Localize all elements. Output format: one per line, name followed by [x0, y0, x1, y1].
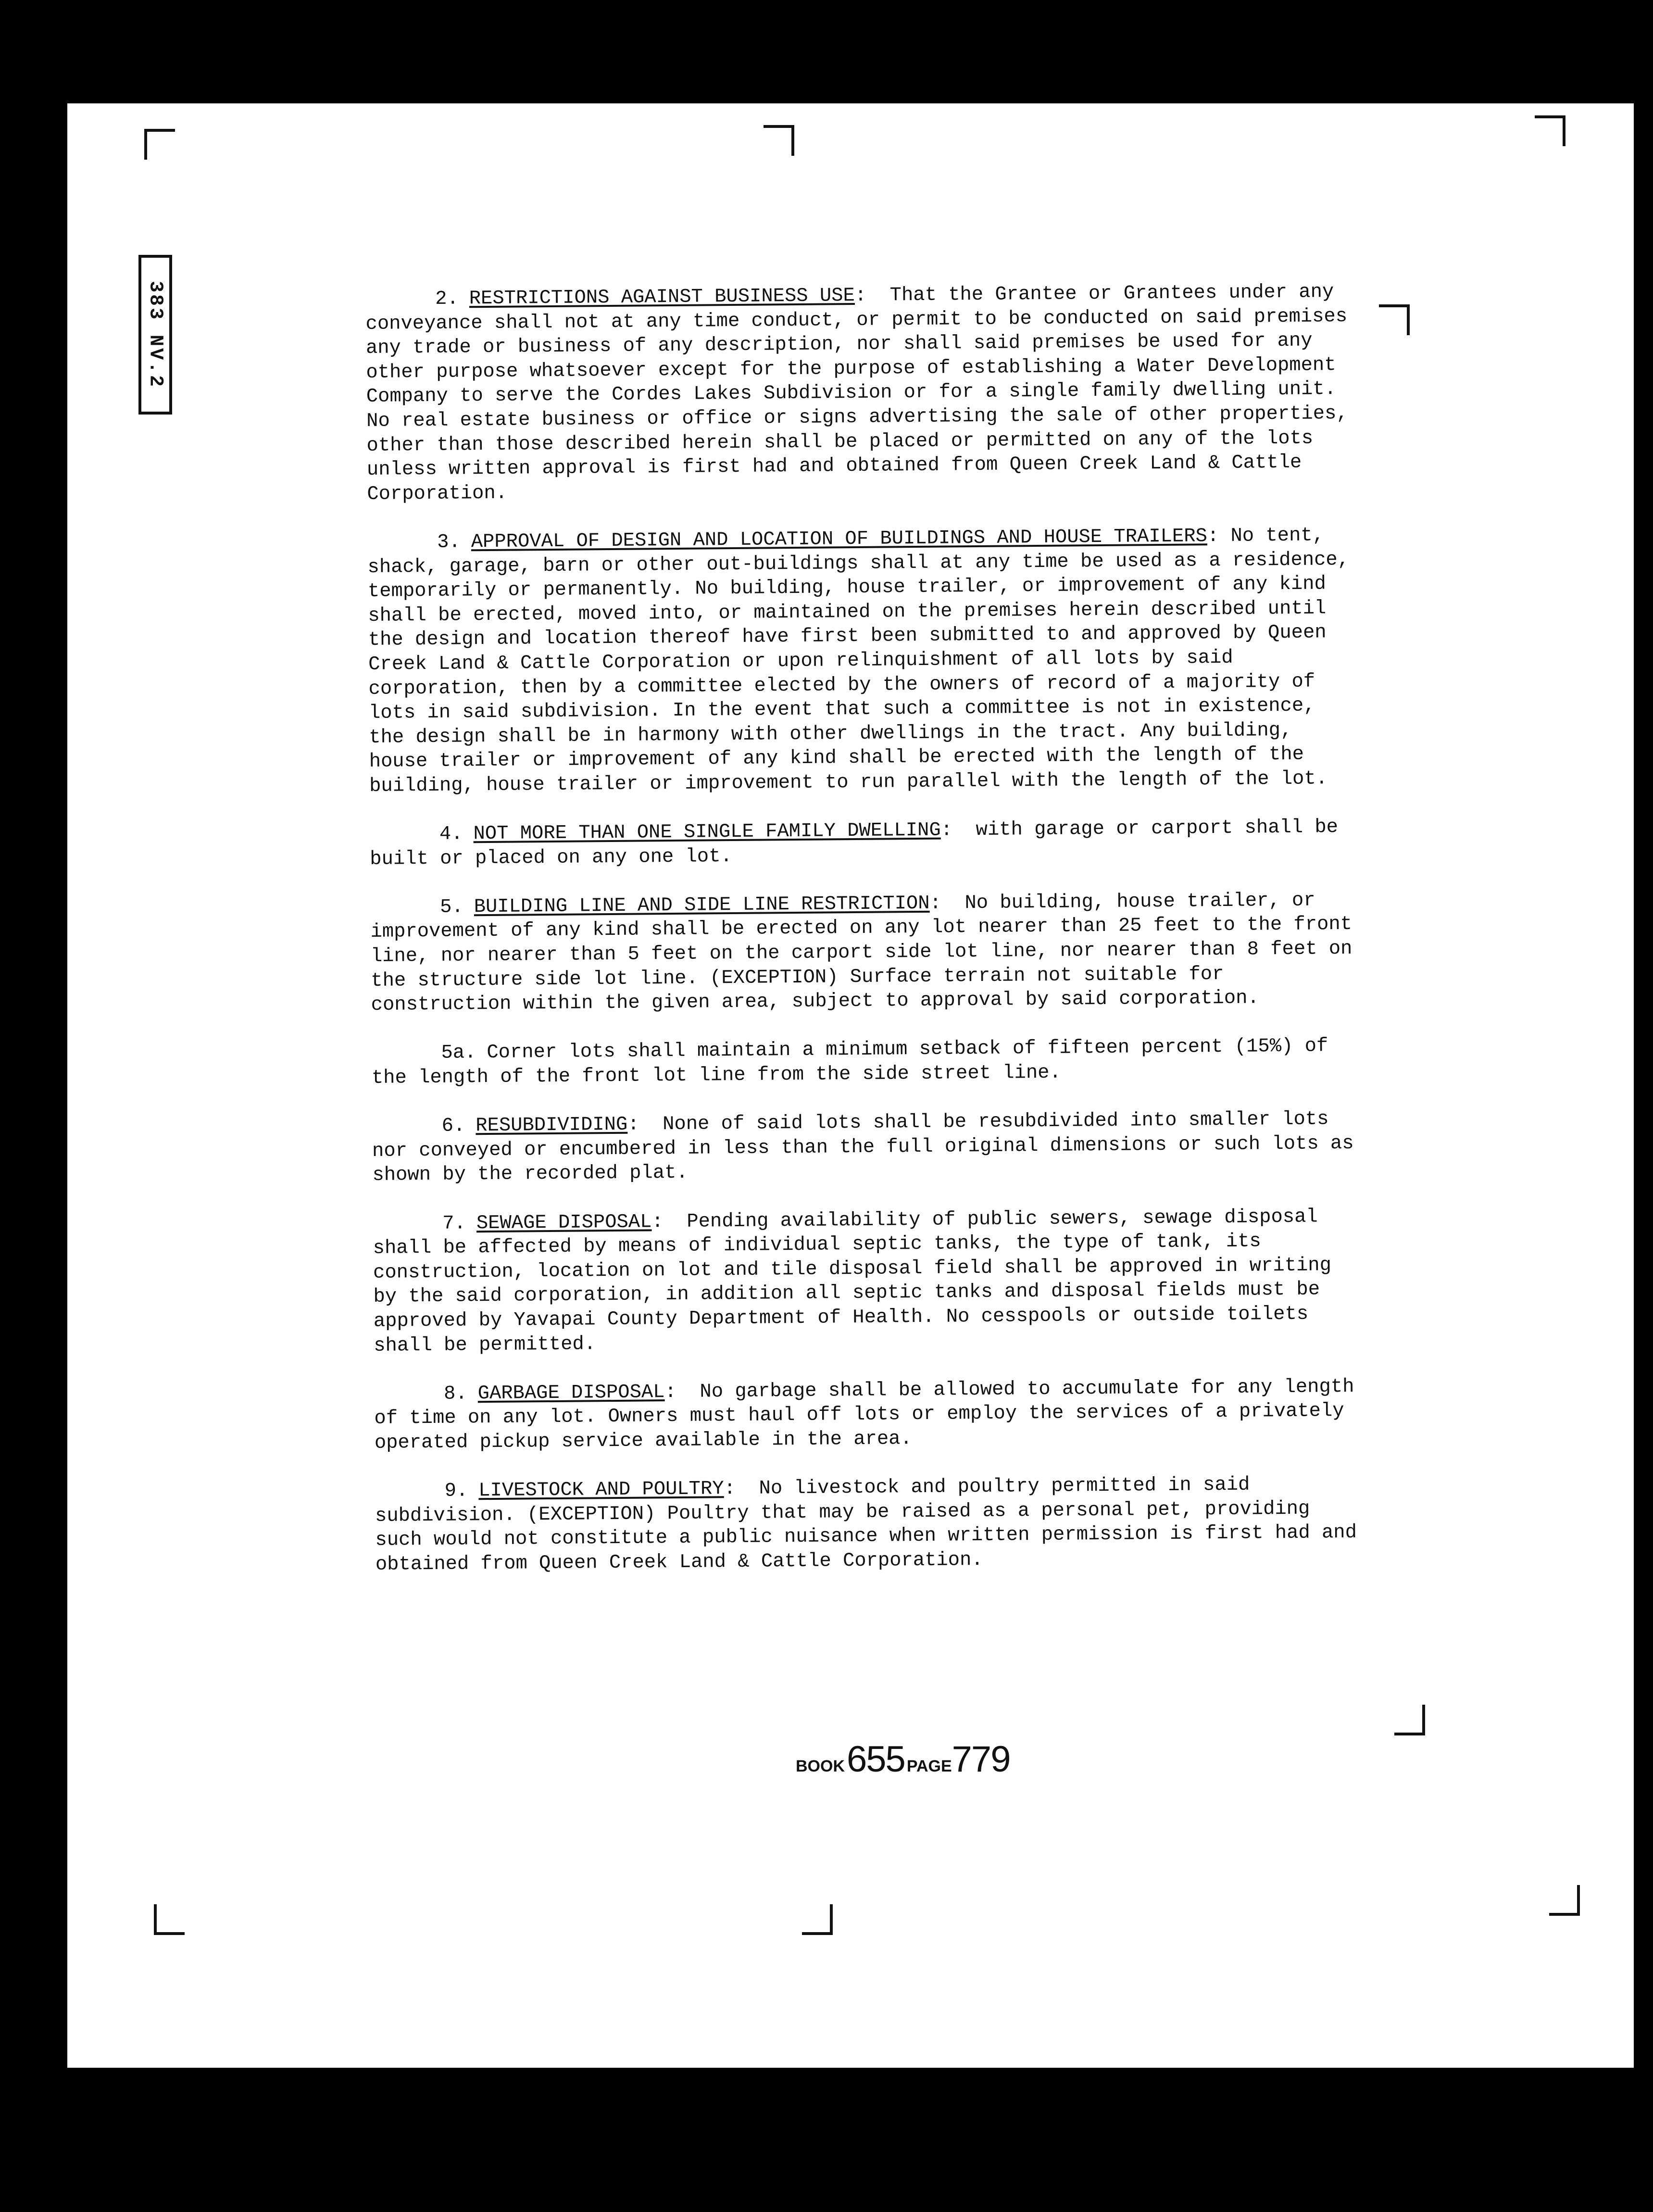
- paragraph-number: 7.: [442, 1212, 466, 1235]
- paragraph-9: 9. LIVESTOCK AND POULTRY: No livestock and poultry permitted in said subdivision. (EXCEPTION) Poultry that may be raised as a personal pet, providing such would not constitute a public nuisance when written permission is first had and obtained from Queen Creek Land & Cattle Corporation.: [375, 1473, 1357, 1576]
- paragraph-4: 4. NOT MORE THAN ONE SINGLE FAMILY DWELLING: with garage or carport shall be built or placed on any one lot.: [370, 816, 1339, 870]
- paragraph-body: Pending availability of public sewers, sewage disposal shall be affected by means of individual septic tanks, the type of tank, its construction, location on lot and tile disposal field shall be approved in writing by the said corporation, in addition all septic tanks and disposal fields must be approved by Yavapai County Department of Health. No cesspools or outside toilets shall be permitted.: [373, 1206, 1332, 1357]
- crop-mark-top-center: [764, 125, 794, 156]
- page-number: 779: [952, 1739, 1010, 1780]
- paragraph-heading: RESUBDIVIDING: [476, 1113, 628, 1137]
- paragraph-body: Corner lots shall maintain a minimum setback of fifteen percent (15%) of the length of the front lot line from the side street line.: [371, 1035, 1328, 1089]
- paragraph-body: No livestock and poultry permitted in said subdivision. (EXCEPTION) Poultry that may be raised as a personal pet, providing such would not constitute a public nuisance when written permission is first had and obtained from Queen Creek Land & Cattle Corporation.: [375, 1473, 1357, 1576]
- paragraph-body: No garbage shall be allowed to accumulate for any length of time on any lot. Owners must haul off lots or employ the services of a privately operated pickup service available in the area.: [374, 1375, 1354, 1454]
- paragraph-body: No tent, shack, garage, barn or other out-buildings shall at any time be used as a residence, temporarily or permanently. No building, house trailer, or improvement of any kind shall be erected, moved into, or maintained on the premises herein described until the design and location thereof have first been submitted to and approved by Queen Creek Land & Cattle Corporation or upon relinquishment of all lots by said corporation, then by a committee elected by the owners of record of a majority of lots in said subdivision. In the event that such a committee is not in existence, the design shall be in harmony with other dwellings in the tract. Any building, house trailer or improvement of any kind shall be erected with the length of the building, house trailer or improvement to run parallel with the length of the lot.: [367, 524, 1350, 797]
- paragraph-body: None of said lots shall be resubdivided into smaller lots nor conveyed or encumbered in less than the full original dimensions or such lots as shown by the recorded plat.: [372, 1108, 1354, 1187]
- crop-mark-top-left: [144, 129, 175, 160]
- paragraph-8: 8. GARBAGE DISPOSAL: No garbage shall be allowed to accumulate for any length of time on any lot. Owners must haul off lots or employ the services of a privately operated pickup service available in the area.: [374, 1375, 1354, 1454]
- stamp-text: 383 NV.2: [144, 280, 166, 389]
- paragraph-number: 5.: [439, 896, 463, 918]
- paragraph-number: 8.: [443, 1382, 467, 1405]
- paragraph-heading: APPROVAL OF DESIGN AND LOCATION OF BUILDINGS AND HOUSE TRAILERS: [471, 525, 1208, 553]
- paragraph-7: 7. SEWAGE DISPOSAL: Pending availability of public sewers, sewage disposal shall be affected by means of individual septic tanks, the type of tank, its construction, location on lot and tile disposal field shall be approved in writing by the said corporation, in addition all septic tanks and disposal fields must be approved by Yavapai County Department of Health. No cesspools or outside toilets shall be permitted.: [373, 1206, 1332, 1357]
- paragraph-number: 6.: [441, 1115, 465, 1137]
- paragraph-number: 3.: [437, 531, 461, 553]
- paragraph-heading: GARBAGE DISPOSAL: [477, 1381, 665, 1405]
- crop-mark-bottom-right: [1549, 1885, 1580, 1916]
- paragraph-body: with garage or carport shall be built or placed on any one lot.: [370, 816, 1339, 870]
- paragraph-2: 2. RESTRICTIONS AGAINST BUSINESS USE: That the Grantee or Grantees under any conveyance shall not at any time conduct, or permit to be conducted on said premises any trade or business of any description, nor shall said premises be used for any other purpose whatsoever except for the purpose of establishing a Water Development Company to serve the Cordes Lakes Subdivision or for a single family dwelling unit. No real estate business or office or signs advertising the sale of other properties, other than those described herein shall be placed or permitted on any of the lots unless written approval is first had and obtained from Queen Creek Land & Cattle Corporation.: [365, 281, 1348, 505]
- paragraph-number: 4.: [439, 823, 463, 845]
- paragraph-number: 9.: [444, 1480, 468, 1502]
- paragraph-number: 2.: [435, 288, 459, 310]
- paragraph-heading: BUILDING LINE AND SIDE LINE RESTRICTION: [474, 892, 930, 918]
- crop-mark-right-lower: [1394, 1705, 1425, 1735]
- book-number: 655: [847, 1739, 905, 1780]
- paragraph-heading: RESTRICTIONS AGAINST BUSINESS USE: [469, 285, 855, 310]
- book-label: BOOK: [796, 1757, 845, 1775]
- crop-mark-top-right: [1535, 115, 1565, 146]
- crop-mark-bottom-center: [802, 1904, 833, 1935]
- page-label: PAGE: [906, 1757, 952, 1775]
- deed-restrictions-text: [365, 280, 1366, 1577]
- recording-stamp: [138, 255, 172, 415]
- paragraph-heading: LIVESTOCK AND POULTRY: [478, 1478, 724, 1502]
- paragraph-heading: NOT MORE THAN ONE SINGLE FAMILY DWELLING: [473, 819, 941, 845]
- paragraph-number: 5a.: [441, 1042, 476, 1065]
- paragraph-body: That the Grantee or Grantees under any conveyance shall not at any time conduct, or permit to be conducted on said premises any trade or business of any description, nor shall said premises be used for any other purpose whatsoever except for the purpose of establishing a Water Development Company to serve the Cordes Lakes Subdivision or for a single family dwelling unit. No real estate business or office or signs advertising the sale of other properties, other than those described herein shall be placed or permitted on any of the lots unless written approval is first had and obtained from Queen Creek Land & Cattle Corporation.: [365, 281, 1348, 505]
- paragraph-6: 6. RESUBDIVIDING: None of said lots shall be resubdivided into smaller lots nor conveyed or encumbered in less than the full original dimensions or such lots as shown by the recorded plat.: [372, 1108, 1354, 1187]
- crop-mark-bottom-left: [154, 1904, 185, 1935]
- paragraph-heading: SEWAGE DISPOSAL: [476, 1210, 652, 1234]
- book-page-reference: [796, 1738, 1010, 1780]
- paragraph-3: 3. APPROVAL OF DESIGN AND LOCATION OF BUILDINGS AND HOUSE TRAILERS: No tent, shack, garage, barn or other out-buildings shall at any time be used as a residence, temporarily or permanently. No building, house trailer, or improvement of any kind shall be erected, moved into, or maintained on the premises herein described until the design and location thereof have first been submitted to and approved by Queen Creek Land & Cattle Corporation or upon relinquishment of all lots by said corporation, then by a committee elected by the owners of record of a majority of lots in said subdivision. In the event that such a committee is not in existence, the design shall be in harmony with other dwellings in the tract. Any building, house trailer or improvement of any kind shall be erected with the length of the building, house trailer or improvement to run parallel with the length of the lot.: [367, 524, 1350, 797]
- paragraph-5a: [371, 1034, 1362, 1090]
- paragraph-body: No building, house trailer, or improvement of any kind shall be erected on any lot nearer than 25 feet to the front line, nor nearer than 5 feet on the carport side lot line, nor nearer than 8 feet on the structure side lot line. (EXCEPTION) Surface terrain not suitable for construction within the given area, subject to approval by said corporation.: [370, 889, 1352, 1017]
- crop-mark-right-upper: [1379, 304, 1410, 335]
- paragraph-5: 5. BUILDING LINE AND SIDE LINE RESTRICTION: No building, house trailer, or improvement of any kind shall be erected on any lot nearer than 25 feet to the front line, nor nearer than 5 feet on the carport side lot line, nor nearer than 8 feet on the structure side lot line. (EXCEPTION) Surface terrain not suitable for construction within the given area, subject to approval by said corporation.: [370, 889, 1352, 1017]
